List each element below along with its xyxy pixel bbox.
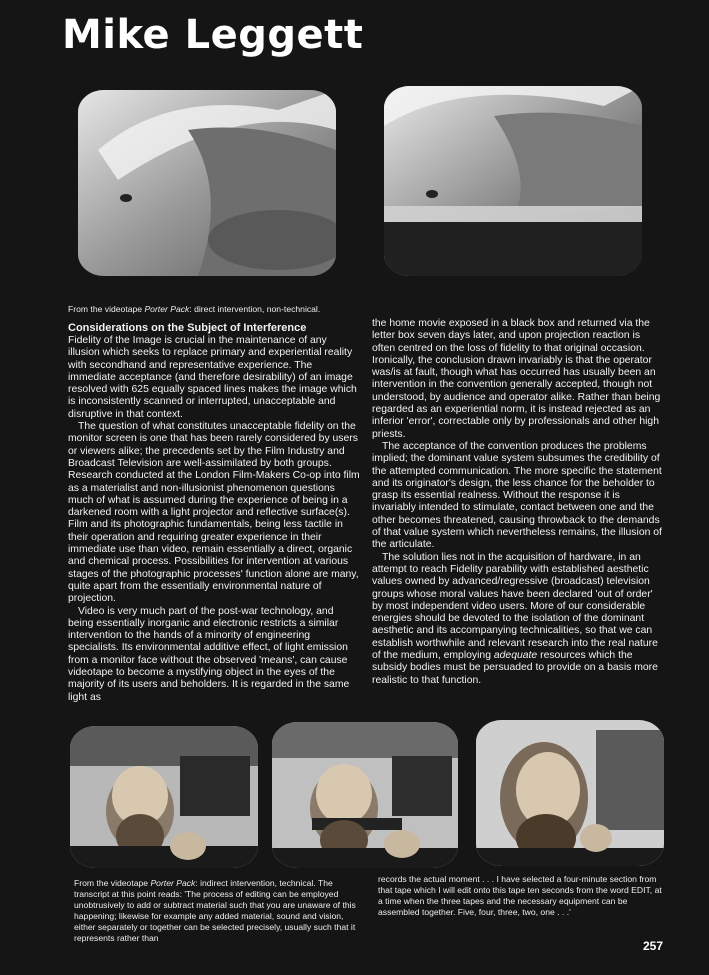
video-still-bottom-1 — [70, 726, 258, 868]
caption-top — [68, 304, 368, 315]
video-still-bottom-1-image — [70, 726, 258, 868]
video-still-bottom-2 — [272, 722, 458, 868]
video-still-top-right-image — [384, 86, 642, 276]
caption-top-prefix: From the videotape — [68, 304, 145, 314]
article-column-right — [372, 318, 664, 687]
article-paragraph: Video is very much part of the post-war technology, and being essentially inorganic and electronic restricts a similar intervention to the hands of a minority of engineering specialists. Its environmental additive effect, of light emission from a monitor face without the observed 'means', can cause videotape to become a mystifying object in the eyes of the majority of its users and beholders. It is regarded in the same light as — [68, 605, 350, 703]
caption-top-suffix: : direct intervention, non-technical. — [189, 304, 321, 314]
video-still-top-left-image — [78, 90, 336, 276]
caption-top-work: Porter Pack — [144, 304, 190, 314]
caption-bottom-right — [378, 874, 668, 918]
caption-bottom-left-text: : indirect intervention, technical. The transcript at this point reads: 'The process of editing can be employed unobtrusively to add or subtract material such that you are unaware of this happening; likewise for example any added material, sound and vision, either separately or together can be selected precisely, usually such that it represents rather than — [74, 878, 356, 943]
article-paragraph — [372, 552, 664, 687]
article-column-left — [68, 322, 360, 704]
article-paragraph: the home movie exposed in a black box and returned via the letter box seven days later, and upon projection reaction is often centred on the loss of fidelity to that original occasion. Ironically, the conclusion drawn invariably is that the operator was/is at fault, though what has occurred has usually been an intervention in the convention generally accepted, though not understood, by audience and operator alike. Rather than being regarded as an experiential norm, it is instead rejected as an inferior 'error', correctable only by professionals and other high priests. — [372, 318, 661, 440]
video-still-top-right — [384, 86, 642, 276]
article-heading: Considerations on the Subject of Interference — [68, 322, 307, 334]
caption-bottom-left — [74, 878, 366, 944]
video-still-bottom-3 — [476, 720, 664, 866]
article-paragraph: The acceptance of the convention produces the problems implied; the dominant value system subsumes the credibility of the attempted communication. The more specific the statement and its originator's design, the less chance for the beholder to grasp its essential realness. Without the response it is invariably intended to stimulate, contact between one and the other becomes threatened, causing throwback to the demands of that value system which nevertheless remains, the illusion of the articulate. — [372, 440, 662, 551]
caption-bottom-prefix: From the videotape — [74, 878, 151, 888]
article-emphasis: adequate — [493, 650, 538, 662]
video-still-top-left — [78, 90, 336, 276]
article-text: The solution lies not in the acquisition of hardware, in an attempt to reach Fidelity parability with established aesthetic values owned by advanced/regressive (broadcast) television groups whose moral values have been declared 'out of order' by most independent video users. More of our considerable energies should be devoted to the isolation of the dominant aesthetic and its accompanying technicalities, so that we can establish worthwhile and relevant research into the real nature of the medium, employing — [372, 551, 658, 662]
page-title: Mike Leggett — [62, 12, 364, 58]
caption-bottom-work: Porter Pack — [150, 878, 196, 888]
video-still-bottom-2-image — [272, 722, 458, 868]
article-text: resources which the subsidy bodies must be persuaded to provide on a basis more realistic to that function. — [372, 650, 658, 686]
article-paragraph: The question of what constitutes unacceptable fidelity on the monitor screen is one that has been rarely considered by users or viewers alike; the precedents set by the Film Industry and Broadcast Television are well-assimilated by both groups. Research conducted at the London Film-Makers Co-op into film as a materialist and non-illusionist phenomenon questions much of what is assumed during the experience of being in a darkened room with a light projector and reflective surface(s). Film and its photographic fundamentals, being less tactile in their operation and requiring greater experience in their immediate use than video, remain essentially a direct, organic and chemical process. Possibilities for intervention at various stages of the photographic processes' function alone are many, quite apart from the essentially environmental nature of projection. — [68, 421, 360, 605]
article-paragraph: Fidelity of the Image is crucial in the maintenance of any illusion which seeks to replace primary and experiential reality with secondhand and representative experience. The immediate acceptance (and therefore desirability) of an image resolved with 625 equally spaced lines makes the image which is inconsistently scanned or interrupted, unacceptable and disruptive in that context. — [68, 335, 357, 420]
caption-bottom-right-text: records the actual moment . . . I have selected a four-minute section from that tape which I will edit onto this tape ten seconds from the word EDIT, at a time when the three tapes and the necessary equipment can be assembled together. Five, four, three, two, one . . .' — [378, 874, 662, 917]
video-still-bottom-3-image — [476, 720, 664, 866]
page-number: 257 — [642, 939, 663, 953]
